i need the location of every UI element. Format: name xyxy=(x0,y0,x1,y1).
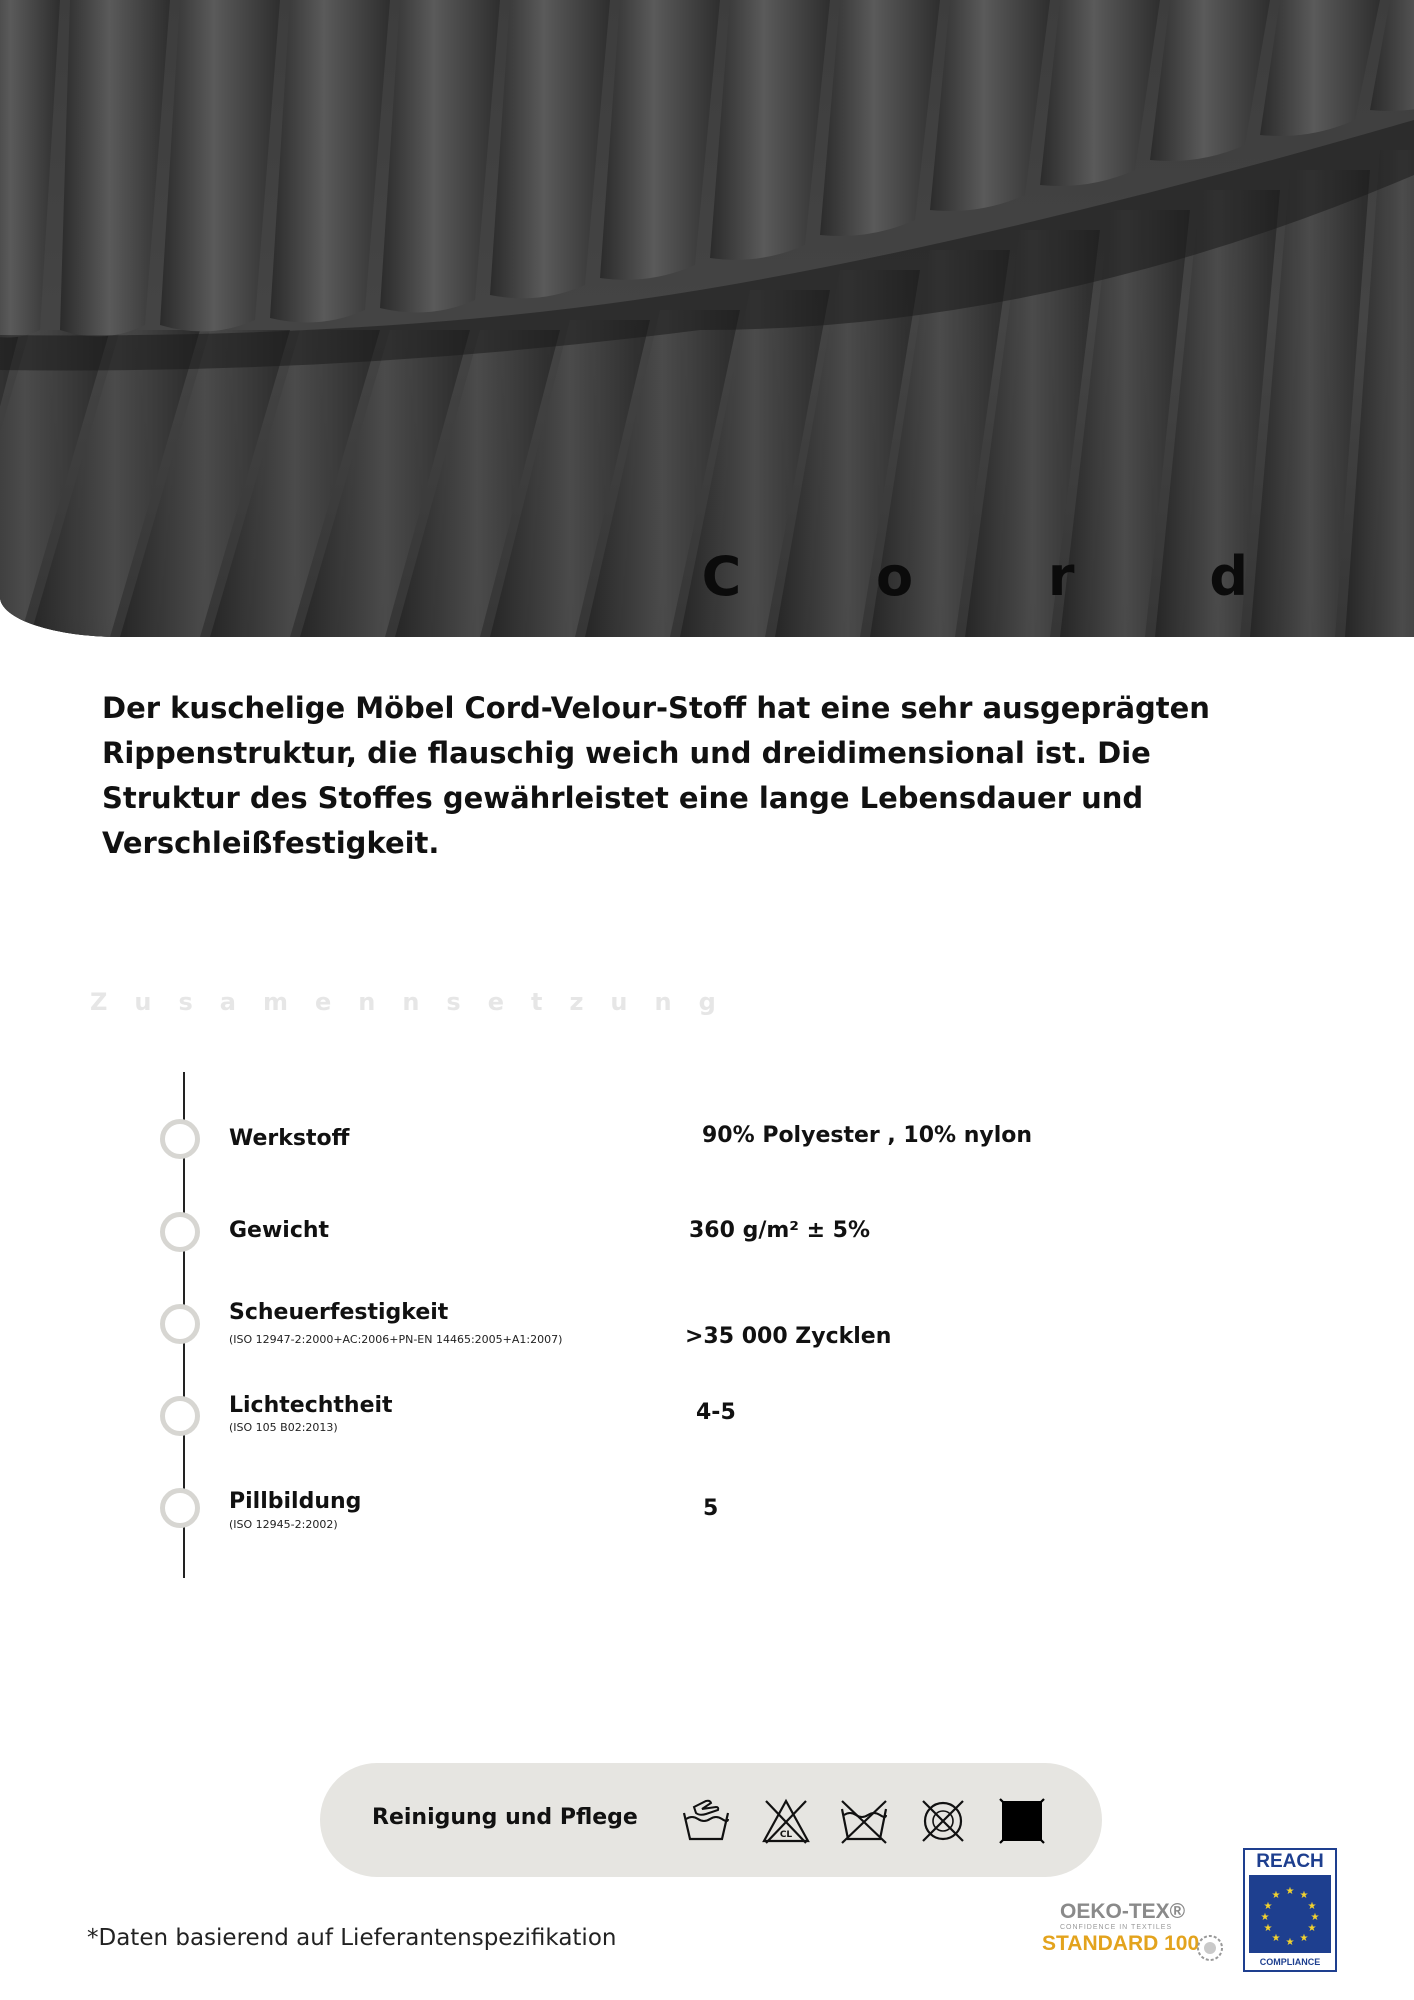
svg-text:★: ★ xyxy=(1263,1901,1273,1912)
spec-label: Pillbildung xyxy=(229,1489,362,1514)
fabric-texture xyxy=(0,0,1414,637)
svg-text:★: ★ xyxy=(1285,1886,1295,1897)
timeline-node xyxy=(160,1304,200,1344)
oeko-tex-badge-icon xyxy=(1196,1934,1224,1962)
svg-text:★: ★ xyxy=(1271,1890,1281,1901)
oeko-tex-tagline: CONFIDENCE IN TEXTILES xyxy=(1060,1924,1173,1931)
reach-compliance-label: COMPLIANCE xyxy=(1259,1957,1321,1967)
reach-compliance-logo xyxy=(1243,1848,1337,1972)
no-bleach-icon xyxy=(760,1797,812,1845)
svg-text:★: ★ xyxy=(1307,1901,1317,1912)
svg-text:★: ★ xyxy=(1271,1933,1281,1944)
oeko-tex-wordmark: OEKO-TEX® xyxy=(1060,1900,1186,1923)
spec-standard-note: (ISO 105 B02:2013) xyxy=(229,1421,338,1434)
spec-standard-note: (ISO 12945-2:2002) xyxy=(229,1518,338,1531)
spec-value: 360 g/m² ± 5% xyxy=(689,1218,871,1243)
svg-text:★: ★ xyxy=(1263,1923,1273,1934)
timeline-node xyxy=(160,1488,200,1528)
care-instructions-panel xyxy=(320,1763,1102,1877)
svg-text:★: ★ xyxy=(1260,1912,1270,1923)
oeko-tex-standard: STANDARD 100 xyxy=(1042,1932,1200,1955)
spec-value: 4-5 xyxy=(696,1400,736,1425)
spec-label: Lichtechtheit xyxy=(229,1393,393,1418)
composition-heading: Zusamennsetzung xyxy=(90,988,743,1016)
spec-label: Werkstoff xyxy=(229,1126,350,1151)
svg-text:★: ★ xyxy=(1299,1890,1309,1901)
spec-label: Gewicht xyxy=(229,1218,330,1243)
svg-text:CL: CL xyxy=(779,1830,793,1840)
svg-text:★: ★ xyxy=(1299,1933,1309,1944)
svg-text:★: ★ xyxy=(1285,1937,1295,1948)
reach-title: REACH xyxy=(1256,1851,1324,1872)
timeline-node xyxy=(160,1119,200,1159)
spec-value: 5 xyxy=(703,1496,719,1521)
spec-value: 90% Polyester , 10% nylon xyxy=(702,1123,1033,1148)
timeline-node xyxy=(160,1396,200,1436)
product-title: C o r d xyxy=(701,545,1306,608)
svg-text:★: ★ xyxy=(1310,1912,1320,1923)
no-tumble-dry-icon xyxy=(838,1797,890,1845)
care-label: Reinigung und Pflege xyxy=(372,1805,638,1830)
timeline-node xyxy=(160,1212,200,1252)
spec-value: >35 000 Zycklen xyxy=(685,1324,892,1349)
eu-flag-icon xyxy=(1249,1875,1331,1953)
no-dry-clean-icon xyxy=(917,1797,969,1845)
product-description: Der kuschelige Möbel Cord-Velour-Stoff hat eine sehr ausgeprägten Rippenstruktur, die flauschig weich und dreidimensional ist. Die Struktur des Stoffes gewährleistet eine lange Lebensdauer und Verschleißfestigkeit. xyxy=(102,691,1210,860)
svg-text:★: ★ xyxy=(1307,1923,1317,1934)
hand-wash-icon xyxy=(680,1797,732,1845)
spec-standard-note: (ISO 12947-2:2000+AC:2006+PN-EN 14465:2005+A1:2007) xyxy=(229,1333,563,1346)
spec-label: Scheuerfestigkeit xyxy=(229,1300,449,1325)
hero-image xyxy=(0,0,1414,637)
data-source-footnote: *Daten basierend auf Lieferantenspezifikation xyxy=(87,1925,617,1951)
no-iron-icon xyxy=(996,1797,1048,1845)
oeko-tex-logo xyxy=(1040,1898,1236,1962)
